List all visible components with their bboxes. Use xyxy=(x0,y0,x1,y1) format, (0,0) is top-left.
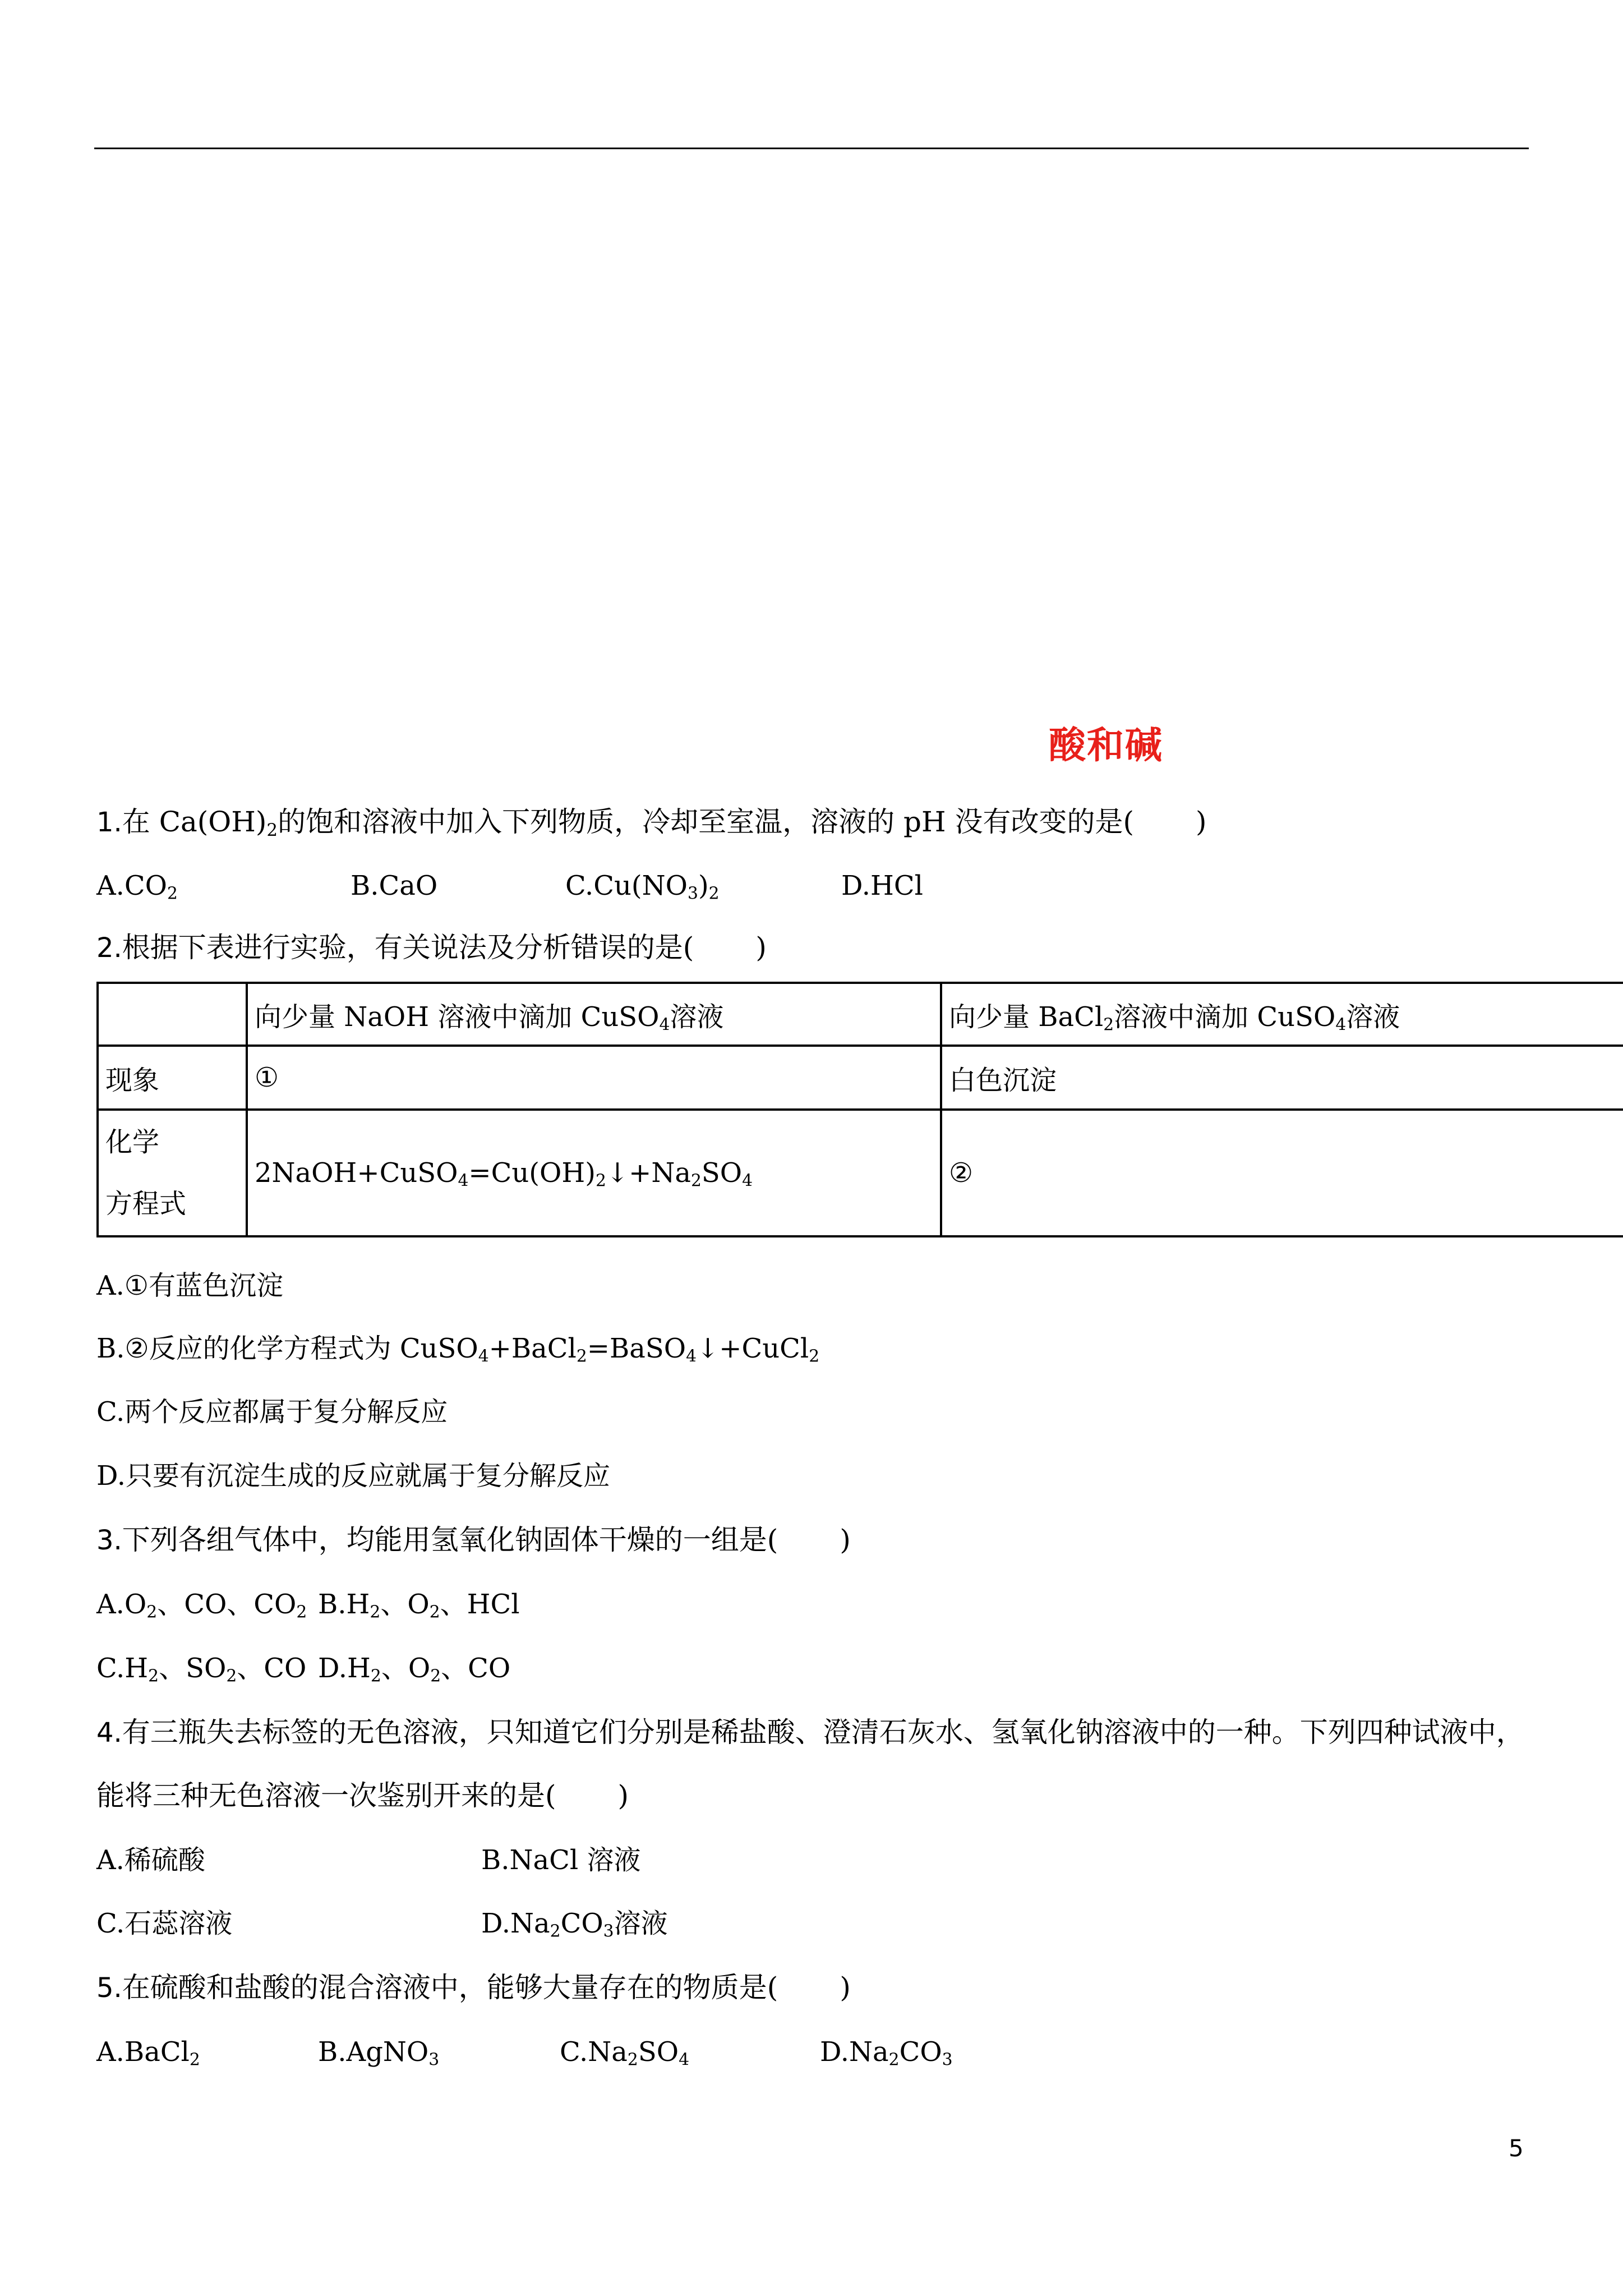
question-number: 4. xyxy=(96,1717,122,1749)
table-header-bacl2: 向少量 BaCl$_2$溶液中滴加 CuSO$_4$溶液 xyxy=(941,983,1623,1046)
page-number: 5 xyxy=(1509,2134,1524,2162)
question-4-stem-line-1: 4.有三瓶失去标签的无色溶液，只知道它们分别是稀盐酸、澄清石灰水、氢氧化钠溶液中的一种。下列四种试液中， xyxy=(96,1716,1524,1749)
question-5-option-c: $C.Na_2SO_4$ xyxy=(560,2036,689,2070)
question-5-stem: 5.在硫酸和盐酸的混合溶液中，能够大量存在的物质是( ) xyxy=(96,1971,851,2004)
question-1-option-d: D.HCl xyxy=(841,870,923,901)
question-2-option-c: C.两个反应都属于复分解反应 xyxy=(96,1396,448,1428)
question-1-option-a: $A.CO_2$ xyxy=(96,870,178,904)
question-2-option-a: A.①有蓝色沉淀 xyxy=(96,1270,283,1301)
question-4-option-a: A.稀硫酸 xyxy=(96,1844,205,1876)
question-2-stem: 2.根据下表进行实验，有关说法及分析错误的是( ) xyxy=(96,931,767,964)
question-4-stem-line-2: 能将三种无色溶液一次鉴别开来的是( ) xyxy=(96,1779,629,1812)
question-4-option-b: B.NaCl 溶液 xyxy=(481,1844,641,1876)
table-header-naoh: 向少量 NaOH 溶液中滴加 CuSO$_4$溶液 xyxy=(247,983,941,1046)
table-cell-phenomenon-1: ① xyxy=(247,1046,941,1110)
question-1-stem: 1.在 $Ca(OH)_2$的饱和溶液中加入下列物质，冷却至室温，溶液的 pH 没有改变的是( ) xyxy=(96,806,1207,840)
question-3-option-d: $D.H_2$、$O_2$、CO xyxy=(318,1653,511,1686)
question-number: 3. xyxy=(96,1525,122,1556)
question-number: 2. xyxy=(96,932,122,964)
question-4-option-d: $D.Na_2CO_3$溶液 xyxy=(481,1908,668,1941)
table-row xyxy=(98,1046,1623,1110)
table-cell-equation-2: ② xyxy=(941,1110,1623,1236)
table-label-phenomenon: 现象 xyxy=(98,1046,247,1110)
question-number: 5. xyxy=(96,1972,122,2004)
table-corner-cell xyxy=(98,983,247,1046)
question-4-option-c: C.石蕊溶液 xyxy=(96,1908,233,1939)
question-1-option-c: $C.Cu(NO_3)_2$ xyxy=(565,870,720,904)
table-label-equation: 化学 方程式 xyxy=(98,1110,247,1236)
question-3-option-c: $C.H_2$、$SO_2$、CO xyxy=(96,1653,307,1686)
question-5-option-b: B.AgNO$_3$ xyxy=(318,2036,440,2070)
header-rule xyxy=(94,148,1529,149)
question-5-option-d: $D.Na_2CO_3$ xyxy=(820,2036,953,2070)
question-2-option-b: B.②反应的化学方程式为 CuSO$_4$+BaCl$_2$=BaSO$_4$↓+CuCl$_2$ xyxy=(96,1333,820,1366)
table-cell-equation-1: $2NaOH+CuSO_4=Cu(OH)_2↓+Na_2SO_4$ xyxy=(247,1110,941,1236)
table-cell-phenomenon-2: 白色沉淀 xyxy=(941,1046,1623,1110)
question-number: 1. xyxy=(96,807,122,838)
question-1-option-b: B.CaO xyxy=(351,870,438,901)
question-2-option-d: D.只要有沉淀生成的反应就属于复分解反应 xyxy=(96,1460,611,1492)
question-5-option-a: A.BaCl$_2$ xyxy=(96,2036,200,2070)
question-3-option-b: $B.H_2$、$O_2$、HCl xyxy=(318,1589,520,1622)
question-3-option-a: $A.O_2$、CO、$CO_2$ xyxy=(96,1589,307,1622)
question-3-stem: 3.下列各组气体中，均能用氢氧化钠固体干燥的一组是( ) xyxy=(96,1524,851,1556)
page-title: 酸和碱 xyxy=(1049,724,1163,767)
table-row xyxy=(98,1110,1623,1236)
experiment-table xyxy=(96,982,1623,1237)
table-row xyxy=(98,983,1623,1046)
